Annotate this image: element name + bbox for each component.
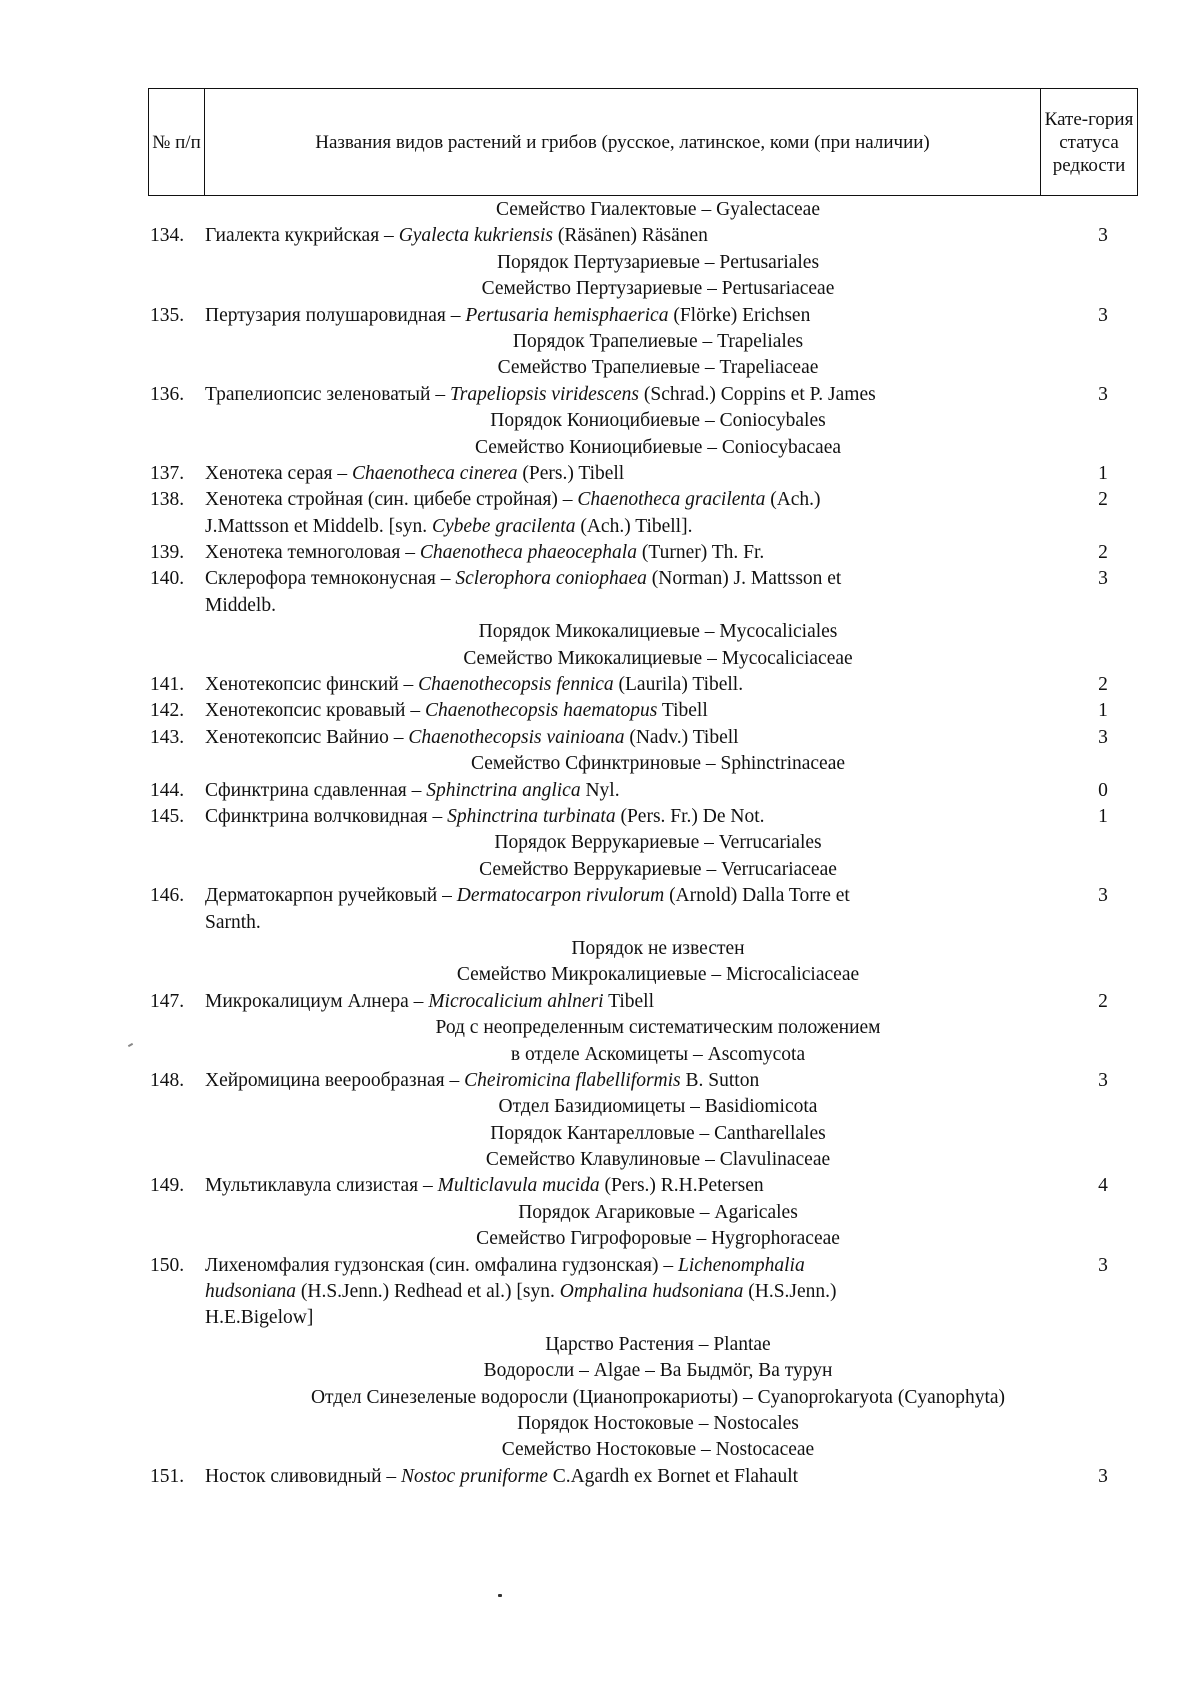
entry-text-part: C.Agardh ex Bornet et Flahault — [547, 1465, 799, 1487]
entry-text-part: H.E.Bigelow] — [205, 1307, 314, 1329]
latin-name: Chaenotheca gracilenta — [577, 489, 766, 511]
species-entry — [150, 223, 1130, 249]
latin-name: Sphinctrina turbinata — [447, 805, 616, 827]
latin-name: Chaenotheca phaeocephala — [419, 542, 637, 564]
species-entry — [150, 487, 1130, 513]
entry-text-part: Пертузария полушаровидная – — [205, 304, 466, 326]
entry-text-part: Хенотекопсис финский – — [205, 674, 419, 696]
entry-text — [205, 910, 261, 936]
entry-text-part: (H.S.Jenn.) Redhead et al.) [syn. — [296, 1281, 560, 1303]
section-heading: Порядок Веррукариевые – Verrucariales — [494, 832, 822, 854]
entry-text-part: (Turner) Th. Fr. — [636, 542, 765, 564]
latin-name: Gyalecta kukriensis — [398, 225, 554, 247]
entry-text-part: (Ach.) Tibell]. — [575, 515, 693, 537]
rarity-category: 2 — [1098, 489, 1108, 511]
species-entry-continuation — [150, 910, 1130, 936]
rarity-category: 3 — [1098, 1465, 1108, 1487]
entry-text — [205, 1305, 313, 1331]
entry-text-part: (H.S.Jenn.) — [743, 1281, 837, 1303]
latin-name: Nostoc pruniforme — [401, 1465, 548, 1487]
rarity-category: 1 — [1098, 462, 1108, 484]
species-entry — [150, 1173, 1130, 1199]
entry-text-part: Трапелиопсис зеленоватый – — [205, 383, 450, 405]
latin-name: Sphinctrina anglica — [426, 779, 581, 801]
entry-number: 150. — [150, 1254, 185, 1276]
latin-name: Chaenothecopsis fennica — [418, 674, 614, 696]
rarity-category: 3 — [1098, 304, 1108, 326]
section-heading: Семейство Кониоцибиевые – Coniocybacaea — [474, 436, 842, 458]
section-heading: Порядок не известен — [571, 937, 745, 959]
entry-text — [205, 698, 708, 724]
entry-text-part: Хенотекопсис Вайнио – — [205, 726, 409, 748]
entry-number: 148. — [150, 1069, 185, 1091]
entry-text-part: Носток сливовидный – — [205, 1465, 402, 1487]
entry-text-part: Хенотека серая – — [205, 462, 352, 484]
latin-name: Chaenothecopsis haematopus — [424, 700, 658, 722]
section-heading: Порядок Ностоковые – Nostocales — [517, 1412, 799, 1434]
entry-text-part: J.Mattsson et Middelb. [syn. — [205, 515, 432, 537]
section-heading: Семейство Клавулиновые – Clavulinaceae — [485, 1149, 831, 1171]
species-entry — [150, 804, 1130, 830]
entry-text-part: (Laurila) Tibell. — [613, 674, 744, 696]
entry-text — [205, 778, 620, 804]
entry-number: 138. — [150, 489, 185, 511]
entry-text-part: Микрокалициум Алнера – — [205, 990, 429, 1012]
entry-text-part: (Arnold) Dalla Torre et — [664, 885, 850, 907]
entry-number: 149. — [150, 1175, 185, 1197]
entry-number: 139. — [150, 542, 185, 564]
rarity-category: 3 — [1098, 1254, 1108, 1276]
section-heading: Семейство Ностоковые – Nostocaceae — [501, 1439, 815, 1461]
entry-text-part: Дерматокарпон ручейковый – — [205, 885, 457, 907]
entry-text — [205, 223, 708, 249]
scan-mark — [128, 1043, 133, 1047]
entry-text-part: Сфинктрина волчковидная – — [205, 805, 448, 827]
entry-number: 151. — [150, 1465, 185, 1487]
entry-number: 136. — [150, 383, 185, 405]
species-entry-continuation — [150, 1305, 1130, 1331]
species-entry — [150, 883, 1130, 909]
species-entry — [150, 1068, 1130, 1094]
entry-text — [205, 382, 876, 408]
section-heading: Водоросли – Algae – Ва Быдмöг, Ва турун — [483, 1360, 833, 1382]
species-entry — [150, 698, 1130, 724]
entry-text — [205, 540, 764, 566]
species-entry — [150, 461, 1130, 487]
entry-number: 142. — [150, 700, 185, 722]
species-entry-continuation — [150, 593, 1130, 619]
entry-number: 141. — [150, 674, 185, 696]
latin-name: Pertusaria hemisphaerica — [465, 304, 669, 326]
entry-text — [205, 1464, 798, 1490]
entry-text — [205, 1253, 805, 1279]
rarity-category: 4 — [1098, 1175, 1108, 1197]
rarity-category: 3 — [1098, 885, 1108, 907]
section-heading: Род с неопределенным систематическим положением — [435, 1017, 881, 1039]
section-heading: Семейство Трапелиевые – Trapeliaceae — [497, 357, 819, 379]
latin-name: Trapeliopsis viridescens — [449, 383, 640, 405]
rarity-category: 0 — [1098, 779, 1108, 801]
rarity-category: 2 — [1098, 542, 1108, 564]
entry-text — [205, 514, 692, 540]
header-name: Названия видов растений и грибов (русское, латинское, коми (при наличии) — [205, 89, 1041, 195]
entry-number: 147. — [150, 990, 185, 1012]
latin-name: Sclerophora coniophaea — [455, 568, 647, 590]
species-entry — [150, 989, 1130, 1015]
species-entry — [150, 672, 1130, 698]
latin-name: Lichenomphalia — [677, 1254, 805, 1276]
section-heading: Семейство Гигрофоровые – Hygrophoraceae — [476, 1228, 840, 1250]
latin-name: Microcalicium ahlneri — [428, 990, 604, 1012]
entry-number: 146. — [150, 885, 185, 907]
species-list — [150, 197, 1130, 1490]
latin-name: Multiclavula mucida — [437, 1175, 600, 1197]
rarity-category: 2 — [1098, 674, 1108, 696]
entry-number: 140. — [150, 568, 185, 590]
entry-text-part: Гиалекта кукрийская – — [205, 225, 399, 247]
rarity-category: 3 — [1098, 568, 1108, 590]
entry-number: 143. — [150, 726, 185, 748]
species-entry — [150, 1464, 1130, 1490]
entry-text-part: (Pers.) R.H.Petersen — [599, 1175, 764, 1197]
species-entry — [150, 566, 1130, 592]
section-heading: Порядок Кантарелловые – Cantharellales — [490, 1122, 826, 1144]
rarity-category: 3 — [1098, 383, 1108, 405]
section-heading: Семейство Микокалициевые – Mycocaliciaceae — [463, 647, 853, 669]
section-heading: Порядок Микокалициевые – Mycocaliciales — [478, 621, 838, 643]
entry-text-part: (Räsänen) Räsänen — [553, 225, 708, 247]
rarity-category: 3 — [1098, 1069, 1108, 1091]
latin-name: Chaenothecopsis vainioana — [408, 726, 625, 748]
entry-text — [205, 883, 850, 909]
entry-text-part: Nyl. — [580, 779, 620, 801]
latin-name: Cybebe gracilenta — [431, 515, 576, 537]
entry-text-part: (Norman) J. Mattsson et — [646, 568, 842, 590]
section-heading: Семейство Микрокалициевые – Microcaliciaceae — [456, 964, 860, 986]
species-entry — [150, 778, 1130, 804]
entry-text-part: Лихеномфалия гудзонская (син. омфалина гудзонская) – — [205, 1254, 678, 1276]
latin-name: Chaenotheca cinerea — [351, 462, 518, 484]
scan-speck — [498, 1594, 502, 1597]
section-heading: Порядок Агариковые – Agaricales — [518, 1201, 798, 1223]
entry-text — [205, 1173, 764, 1199]
section-heading: Семейство Сфинктриновые – Sphinctrinaceae — [470, 753, 846, 775]
entry-text-part: (Pers.) Tibell — [517, 462, 625, 484]
table-header — [148, 88, 1138, 196]
rarity-category: 3 — [1098, 726, 1108, 748]
entry-text-part: Мультиклавула слизистая – — [205, 1175, 438, 1197]
section-heading: Царство Растения – Plantae — [545, 1333, 771, 1355]
entry-number: 145. — [150, 805, 185, 827]
rarity-category: 2 — [1098, 990, 1108, 1012]
entry-text-part: Tibell — [603, 990, 655, 1012]
latin-name: Cheiromicina flabelliformis — [464, 1069, 681, 1091]
entry-text-part: Склерофора темноконусная – — [205, 568, 456, 590]
entry-text-part: (Ach.) — [765, 489, 821, 511]
header-category: Кате-гория статуса редкости — [1044, 108, 1134, 176]
entry-text-part: (Schrad.) Coppins et P. James — [639, 383, 876, 405]
entry-text-part: B. Sutton — [680, 1069, 760, 1091]
entry-number: 135. — [150, 304, 185, 326]
entry-text-part: Sarnth. — [205, 911, 261, 933]
entry-text-part: (Pers. Fr.) De Not. — [615, 805, 765, 827]
entry-text — [205, 461, 624, 487]
entry-text-part: Хенотекопсис кровавый – — [205, 700, 425, 722]
latin-name: Omphalina hudsoniana — [559, 1281, 744, 1303]
entry-text — [205, 672, 743, 698]
entry-number: 137. — [150, 462, 185, 484]
section-heading: Отдел Базидиомицеты – Basidiomicota — [498, 1096, 818, 1118]
entry-text-part: Сфинктрина сдавленная – — [205, 779, 427, 801]
species-entry — [150, 303, 1130, 329]
section-heading: Порядок Кониоцибиевые – Coniocybales — [490, 410, 826, 432]
entry-text-part: Middelb. — [205, 594, 276, 616]
section-heading: Порядок Пертузариевые – Pertusariales — [496, 251, 820, 273]
entry-text — [205, 303, 810, 329]
rarity-category: 3 — [1098, 225, 1108, 247]
entry-text-part: Tibell — [657, 700, 708, 722]
entry-text-part: (Nadv.) Tibell — [624, 726, 739, 748]
section-heading: Отдел Синезеленые водоросли (Цианопрокариоты) – Cyanoprokaryota (Cyanophyta) — [310, 1386, 1006, 1408]
entry-text-part: Хенотека темноголовая – — [205, 542, 420, 564]
species-entry-continuation — [150, 1279, 1130, 1305]
entry-text-part: Хейромицина веерообразная – — [205, 1069, 465, 1091]
entry-text — [205, 566, 841, 592]
entry-number: 144. — [150, 779, 185, 801]
species-entry — [150, 382, 1130, 408]
species-entry-continuation — [150, 514, 1130, 540]
entry-text — [205, 725, 739, 751]
section-heading: Семейство Пертузариевые – Pertusariaceae — [481, 278, 835, 300]
rarity-category: 1 — [1098, 700, 1108, 722]
entry-text — [205, 487, 821, 513]
header-num: № п/п — [149, 89, 205, 195]
entry-text — [205, 1279, 837, 1305]
section-heading: Семейство Гиалектовые – Gyalectaceae — [496, 199, 820, 220]
latin-name: hudsoniana — [205, 1281, 297, 1303]
entry-text — [205, 593, 276, 619]
section-heading: Порядок Трапелиевые – Trapeliales — [512, 330, 804, 352]
latin-name: Dermatocarpon rivulorum — [456, 885, 665, 907]
entry-text-part: Хенотека стройная (син. цибебе стройная) – — [205, 489, 578, 511]
section-heading: Семейство Веррукариевые – Verrucariaceae — [479, 858, 837, 880]
species-entry — [150, 1253, 1130, 1279]
entry-text-part: (Flörke) Erichsen — [668, 304, 811, 326]
rarity-category: 1 — [1098, 805, 1108, 827]
entry-text — [205, 804, 765, 830]
species-entry — [150, 725, 1130, 751]
entry-text — [205, 1068, 759, 1094]
species-entry — [150, 540, 1130, 566]
entry-text — [205, 989, 654, 1015]
entry-number: 134. — [150, 225, 185, 247]
section-heading: в отделе Аскомицеты – Ascomycota — [510, 1043, 806, 1065]
